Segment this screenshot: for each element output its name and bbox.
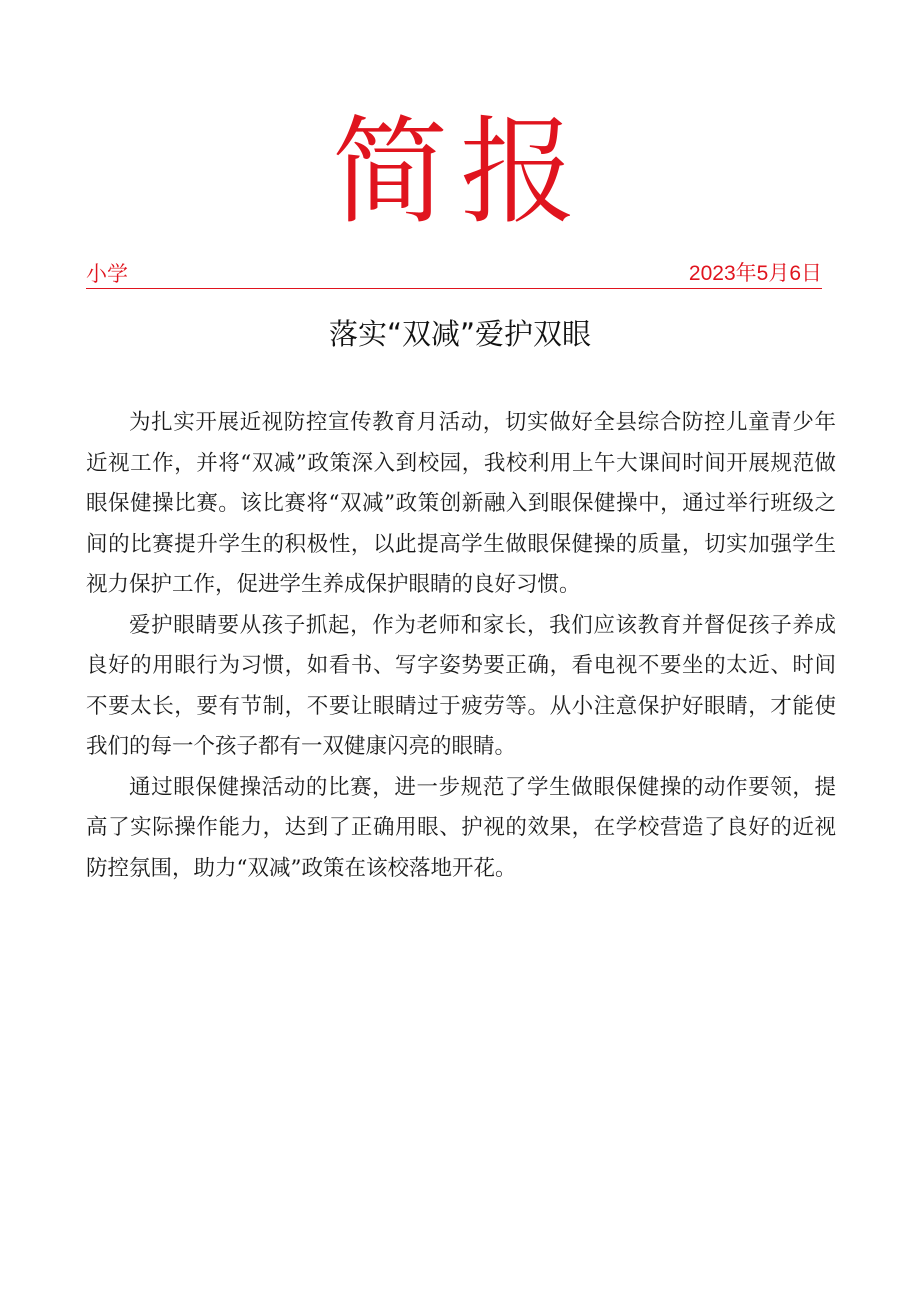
school-name: 小学 <box>86 262 128 286</box>
masthead-dateline <box>86 258 822 289</box>
article-paragraph: 为扎实开展近视防控宣传教育月活动，切实做好全县综合防控儿童青少年近视工作，并将“双减”政策深入到校园，我校利用上午大课间时间开展规范做眼保健操比赛。该比赛将“双减”政策创新融入到眼保健操中，通过举行班级之间的比赛提升学生的积极性，以此提高学生做眼保健操的质量，切实加强学生视力保护工作，促进学生养成保护眼睛的良好习惯。 <box>86 410 836 597</box>
article-title: 落实“双减”爱护双眼 <box>328 317 592 351</box>
article-paragraph: 爱护眼睛要从孩子抓起，作为老师和家长，我们应该教育并督促孩子养成良好的用眼行为习惯，如看书、写字姿势要正确，看电视不要坐的太近、时间不要太长，要有节制，不要让眼睛过于疲劳等。从小注意保护好眼睛，才能使我们的每一个孩子都有一双健康闪亮的眼睛。 <box>86 612 836 759</box>
issue-date: 2023年5月6日 <box>688 262 822 285</box>
masthead-title: 简报 <box>332 105 588 240</box>
article-paragraph: 通过眼保健操活动的比赛，进一步规范了学生做眼保健操的动作要领，提高了实际操作能力，达到了正确用眼、护视的效果，在学校营造了良好的近视防控氛围，助力“双减”政策在该校落地开花。 <box>86 774 836 881</box>
article-body <box>86 403 836 889</box>
